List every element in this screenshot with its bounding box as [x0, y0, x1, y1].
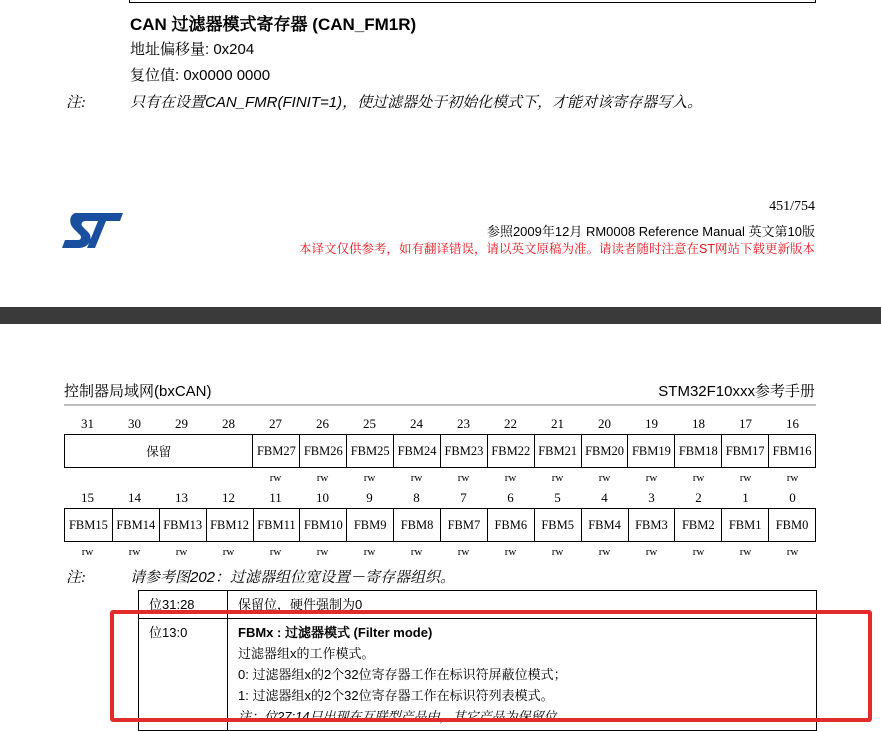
bit-number: 8: [413, 490, 420, 505]
reference-line: 参照2009年12月 RM0008 Reference Manual 英文第10版: [486, 224, 815, 239]
access-type: rw: [551, 546, 564, 558]
note-label: 注:: [66, 95, 86, 111]
access-type: rw: [128, 546, 141, 558]
address-offset: 地址偏移量: 0x204: [130, 41, 255, 58]
access-type: rw: [645, 472, 658, 484]
bit-number: 18: [692, 416, 705, 431]
bit-number: 30: [128, 416, 141, 431]
register-field: FBM22: [487, 435, 534, 467]
register-field: FBM4: [581, 509, 628, 541]
access-type: rw: [504, 472, 517, 484]
access-type: rw: [551, 472, 564, 484]
chapter-header: 控制器局域网(bxCAN): [64, 383, 212, 400]
description-line: 过滤器组x的工作模式。: [238, 646, 375, 661]
note-text: 只有在设置CAN_FMR(FINIT=1)，使过滤器处于初始化模式下，才能对该寄存器写入。: [130, 94, 703, 111]
bit-range: 位31:28: [139, 591, 228, 619]
table-border: [129, 2, 816, 3]
reset-value: 复位值: 0x0000 0000: [130, 67, 271, 84]
reserved-field: 保留: [146, 445, 172, 459]
register-field: FBM24: [393, 435, 440, 467]
access-type: rw: [175, 546, 188, 558]
bit-number: 20: [598, 416, 611, 431]
register-field: FBM19: [627, 435, 674, 467]
register-field: FBM5: [534, 509, 581, 541]
description-line: 1: 过滤器组x的2个32位寄存器工作在标识符列表模式。: [238, 688, 554, 703]
bit-number: 21: [551, 416, 564, 431]
description-line: 0: 过滤器组x的2个32位寄存器工作在标识符屏蔽位模式；: [238, 667, 567, 682]
access-type: rw: [269, 472, 282, 484]
register-field: FBM2: [674, 509, 721, 541]
register-field: FBM12: [206, 509, 253, 541]
access-type: rw: [598, 472, 611, 484]
bit-range: 位13:0: [139, 619, 228, 731]
bit-number: 24: [410, 416, 423, 431]
register-field: FBM21: [534, 435, 581, 467]
register-field: FBM20: [581, 435, 628, 467]
access-row-lower: [64, 546, 816, 558]
bit-number: 3: [648, 490, 655, 505]
access-type: rw: [504, 546, 517, 558]
register-field: FBM27: [252, 435, 299, 467]
access-type: rw: [645, 546, 658, 558]
access-type: rw: [692, 472, 705, 484]
access-type: rw: [457, 546, 470, 558]
access-type: rw: [786, 472, 799, 484]
register-field: FBM17: [721, 435, 768, 467]
register-field: FBM9: [346, 509, 393, 541]
register-field: FBM10: [299, 509, 346, 541]
bit-number: 28: [222, 416, 235, 431]
bit-number: 7: [460, 490, 467, 505]
register-field: FBM1: [721, 509, 768, 541]
bit-number: 17: [739, 416, 752, 431]
bit-number: 19: [645, 416, 658, 431]
highlight-box: [110, 610, 872, 722]
access-type: rw: [222, 546, 235, 558]
register-field: FBM3: [628, 509, 675, 541]
bit-numbers-upper: [64, 416, 816, 432]
bit-number: 15: [81, 490, 94, 505]
page-number: 451/754: [769, 199, 815, 214]
field-title: FBMx : 过滤器模式 (Filter mode): [238, 625, 433, 640]
manual-header: STM32F10xxx参考手册: [658, 383, 815, 400]
register-row-lower: [64, 508, 816, 542]
bit-number: 6: [507, 490, 514, 505]
bit-number: 11: [269, 490, 282, 505]
register-field: FBM25: [346, 435, 393, 467]
register-field: FBM14: [112, 509, 159, 541]
access-type: rw: [739, 546, 752, 558]
access-type: rw: [269, 546, 282, 558]
bit-number: 2: [695, 490, 702, 505]
register-field: FBM8: [393, 509, 440, 541]
bit-number: 23: [457, 416, 470, 431]
register-field: FBM6: [487, 509, 534, 541]
register-field: FBM18: [674, 435, 721, 467]
register-field: FBM0: [768, 509, 815, 541]
access-type: rw: [692, 546, 705, 558]
register-field: FBM13: [159, 509, 206, 541]
access-type: rw: [316, 546, 329, 558]
bit-number: 13: [175, 490, 188, 505]
access-type: rw: [363, 546, 376, 558]
bit-number: 22: [504, 416, 517, 431]
access-type: rw: [316, 472, 329, 484]
register-field: FBM15: [68, 517, 108, 532]
access-type: rw: [363, 472, 376, 484]
bit-number: 5: [554, 490, 561, 505]
bit-number: 4: [601, 490, 608, 505]
access-type: rw: [786, 546, 799, 558]
figure-reference-note: 请参考图202：过滤器组位宽设置－寄存器组织。: [130, 569, 456, 586]
access-type: rw: [410, 472, 423, 484]
bit-number: 31: [81, 416, 94, 431]
bit-number: 25: [363, 416, 376, 431]
bit-number: 26: [316, 416, 329, 431]
header-rule: [64, 404, 816, 406]
bit-number: 10: [316, 490, 329, 505]
register-field: FBM23: [440, 435, 487, 467]
section-title: CAN 过滤器模式寄存器 (CAN_FM1R): [130, 15, 417, 34]
description-note: 注：位27:14只出现在互联型产品中，其它产品为保留位。: [238, 709, 570, 724]
bit-number: 29: [175, 416, 188, 431]
access-type: rw: [410, 546, 423, 558]
register-field: FBM26: [299, 435, 346, 467]
access-type: rw: [739, 472, 752, 484]
bit-numbers-lower: [64, 490, 816, 506]
page-divider: [0, 307, 881, 324]
bit-number: 0: [789, 490, 796, 505]
bit-number: 12: [222, 490, 235, 505]
bit-number: 1: [742, 490, 749, 505]
translation-disclaimer: 本译文仅供参考，如有翻译错误，请以英文原稿为准。请读者随时注意在ST网站下载更新版本: [299, 242, 815, 256]
access-type: rw: [598, 546, 611, 558]
register-field: FBM16: [768, 435, 815, 467]
description-line: 保留位，硬件强制为0: [238, 597, 363, 612]
access-row-upper: [64, 472, 816, 484]
register-row-upper: [64, 434, 816, 468]
note-label: 注:: [66, 570, 86, 586]
register-field: FBM11: [253, 509, 300, 541]
access-type: rw: [81, 546, 94, 558]
bit-number: 27: [269, 416, 282, 431]
bit-number: 14: [128, 490, 141, 505]
register-field: FBM7: [440, 509, 487, 541]
st-logo: [62, 210, 124, 250]
bit-number: 9: [366, 490, 373, 505]
access-type: rw: [457, 472, 470, 484]
bit-number: 16: [786, 416, 799, 431]
